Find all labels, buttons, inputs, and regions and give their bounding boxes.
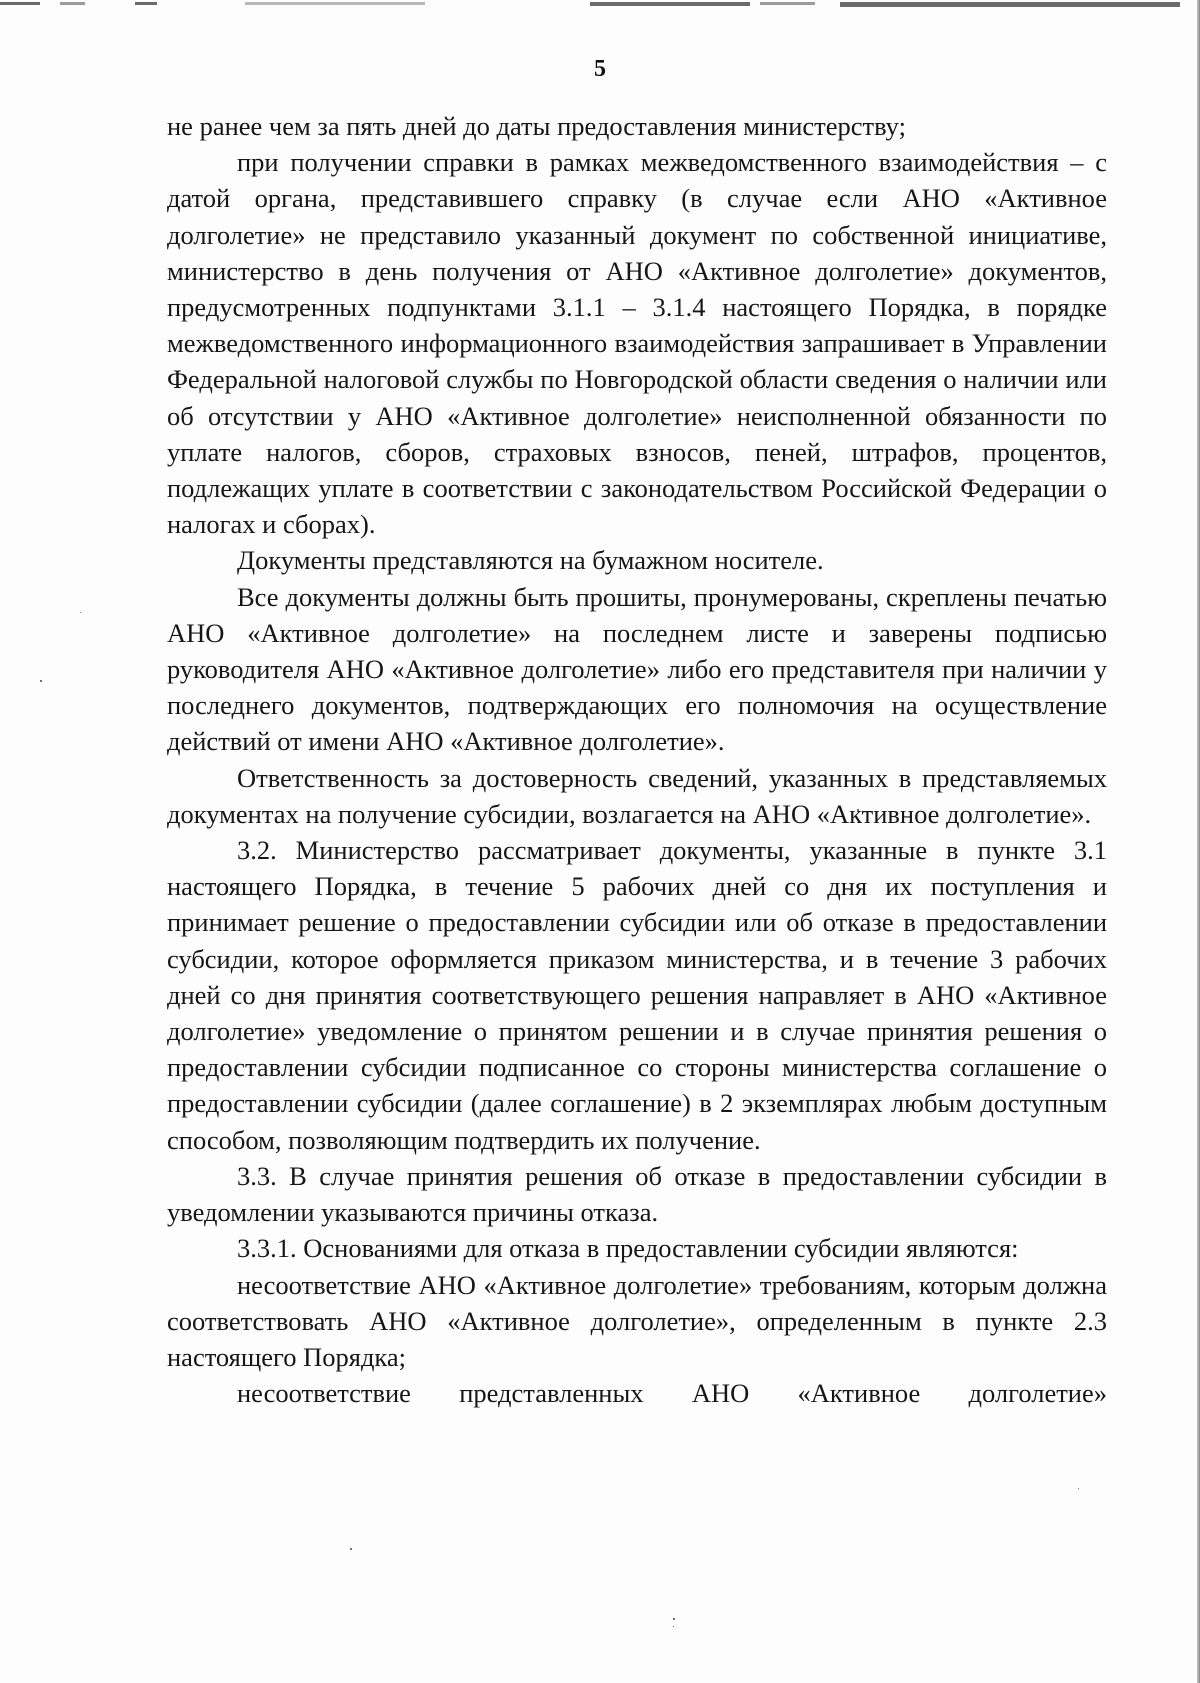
scan-speck [673,1618,675,1620]
paragraph: 3.2. Министерство рассматривает документы, указанные в пункте 3.1 настоящего Порядка, в течение 5 рабочих дней со дня их поступления и принимает решение о предоставлении субсидии или об отказе в предоставлении субсидии, которое оформляется приказом министерства, и в течение 3 рабочих дней со дня принятия соответствующего решения направляет в АНО «Активное долголетие» уведомление о принятом решении и в случае принятия решения о предоставлении субсидии подписанное со стороны министерства соглашение о предоставлении субсидии (далее соглашение) в 2 экземплярах любым доступным способом, позволяющим подтвердить их получение. [167,835,1107,1155]
paragraph: Ответственность за достоверность сведений, указанных в представляемых документах на получение субсидии, возлагается на АНО «Активное долголетие». [167,762,1107,829]
paragraph: Все документы должны быть прошиты, пронумерованы, скреплены печатью АНО «Активное долголетие» на последнем листе и заверены подписью руководителя АНО «Активное долголетие» либо его представителя при наличии у последнего документов, подтверждающих его полномочия на осуществление действий от имени АНО «Активное долголетие». [167,581,1107,757]
paragraph: 3.3.1. Основаниями для отказа в предоставлении субсидии являются: [237,1233,1019,1264]
scan-speck [40,680,42,682]
paragraph: не ранее чем за пять дней до даты предоставления министерству; [167,111,906,141]
paragraph: несоответствие представленных АНО «Активное долголетие» [237,1378,1107,1409]
paragraph: несоответствие АНО «Активное долголетие» требованиям, которым должна соответствовать АНО «Активное долголетие», определенным в пункте 2.3 настоящего Порядка; [167,1269,1107,1372]
page-number: 5 [594,56,606,82]
scan-speck [1078,1488,1079,1489]
scan-speck [350,1548,352,1550]
scan-edge-artifact [0,0,1200,10]
document-body [167,108,1107,1411]
paragraph: Документы представляются на бумажном носителе. [237,545,824,576]
scan-speck [673,1626,674,1627]
paragraph: при получении справки в рамках межведомственного взаимодействия – с датой органа, представившего справку (в случае если АНО «Активное долголетие» не представило указанный документ по собственной инициативе, министерство в день получения от АНО «Активное долголетие» документов, предусмотренных подпунктами 3.1.1 – 3.1.4 настоящего Порядка, в порядке межведомственного информационного взаимодействия запрашивает в Управлении Федеральной налоговой службы по Новгородской области сведения о наличии или об отсутствии у АНО «Активное долголетие» неисполненной обязанности по уплате налогов, сборов, страховых взносов, пеней, штрафов, процентов, подлежащих уплате в соответствии с законодательством Российской Федерации о налогах и сборах). [167,147,1107,540]
paragraph: 3.3. В случае принятия решения об отказе в предоставлении субсидии в уведомлении указываются причины отказа. [167,1160,1107,1228]
scan-speck [80,612,81,613]
